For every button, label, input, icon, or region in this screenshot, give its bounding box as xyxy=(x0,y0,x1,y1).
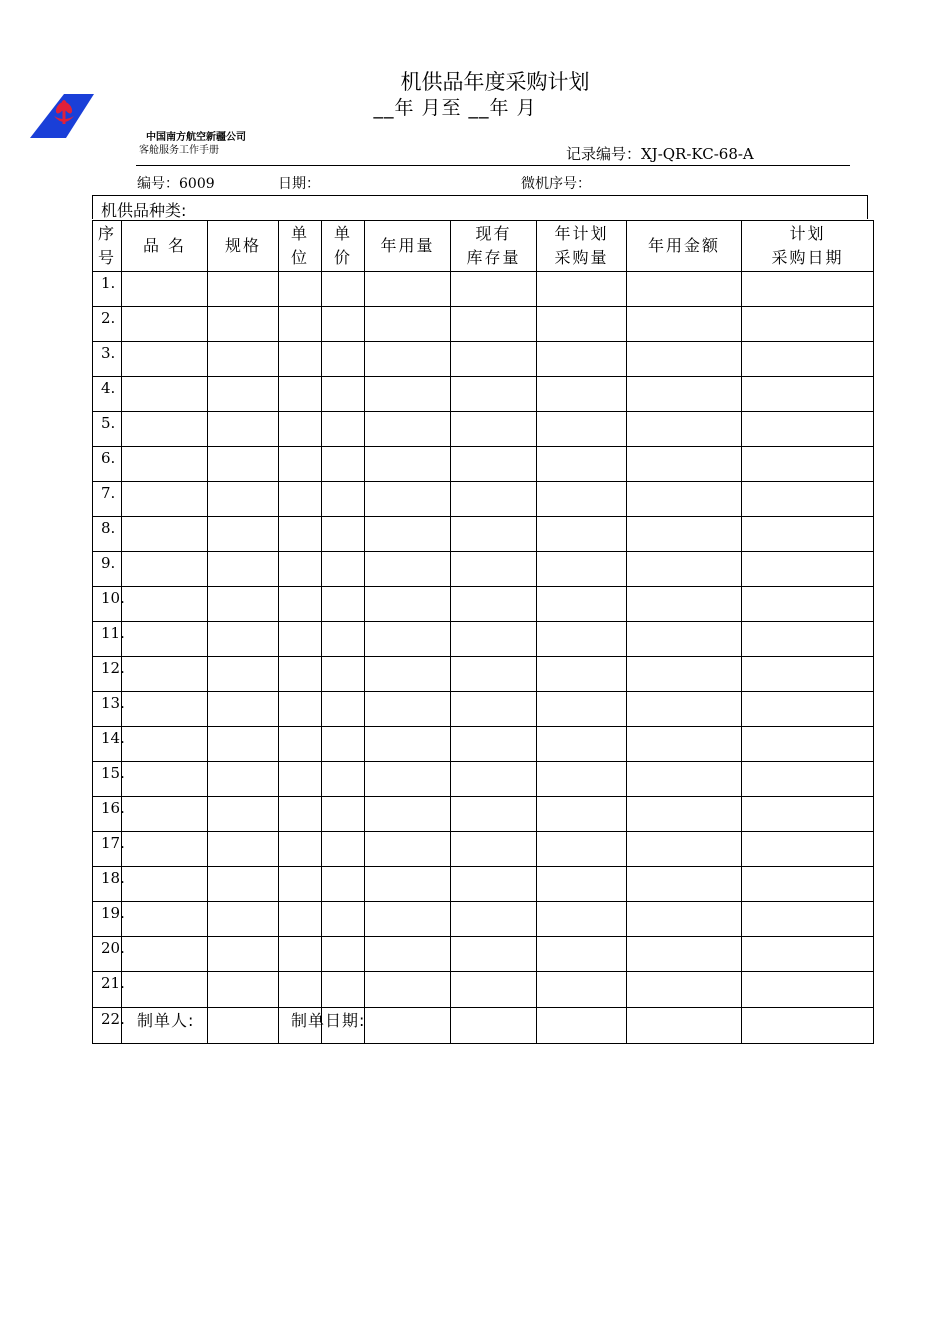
table-cell[interactable] xyxy=(279,692,322,727)
table-row xyxy=(93,902,874,937)
table-cell[interactable] xyxy=(122,972,208,1008)
column-header-line2: 位 xyxy=(290,248,309,267)
table-cell[interactable] xyxy=(122,517,208,552)
table-cell[interactable] xyxy=(537,902,627,937)
table-cell[interactable] xyxy=(279,797,322,832)
column-header-line1: 品 名 xyxy=(142,236,187,255)
table-cell[interactable] xyxy=(451,657,537,692)
table-cell[interactable] xyxy=(279,447,322,482)
table-cell[interactable] xyxy=(627,937,742,972)
table-cell[interactable] xyxy=(627,587,742,622)
table-cell[interactable] xyxy=(365,272,451,307)
table-cell[interactable] xyxy=(322,517,365,552)
column-header-line2: 号 xyxy=(97,248,116,267)
table-cell[interactable] xyxy=(322,342,365,377)
table-cell[interactable] xyxy=(122,727,208,762)
manual-name: 客舱服务工作手册 xyxy=(139,145,219,156)
row-number: 6. xyxy=(93,447,122,482)
table-row xyxy=(93,552,874,587)
procurement-table xyxy=(92,220,874,1044)
table-cell[interactable] xyxy=(208,482,279,517)
table-cell[interactable] xyxy=(742,342,874,377)
table-cell[interactable] xyxy=(537,692,627,727)
table-row xyxy=(93,587,874,622)
table-row xyxy=(93,797,874,832)
row-number: 21. xyxy=(93,972,122,1008)
company-name: 中国南方航空新疆公司 xyxy=(146,132,246,143)
table-cell[interactable] xyxy=(208,377,279,412)
table-cell[interactable] xyxy=(451,692,537,727)
column-header xyxy=(627,221,742,272)
table-cell[interactable] xyxy=(365,867,451,902)
table-cell[interactable] xyxy=(365,377,451,412)
table-row xyxy=(93,972,874,1008)
table-cell[interactable] xyxy=(627,517,742,552)
table-cell[interactable] xyxy=(322,657,365,692)
table-cell[interactable] xyxy=(279,377,322,412)
table-cell[interactable] xyxy=(451,797,537,832)
table-cell[interactable] xyxy=(279,622,322,657)
table-cell[interactable] xyxy=(537,937,627,972)
category-label: 机供品种类: xyxy=(101,201,187,220)
table-row xyxy=(93,517,874,552)
table-cell[interactable] xyxy=(365,972,451,1008)
table-row xyxy=(93,622,874,657)
table-cell[interactable] xyxy=(451,377,537,412)
table-cell[interactable] xyxy=(322,727,365,762)
table-cell[interactable] xyxy=(279,307,322,342)
row-number: 17. xyxy=(93,832,122,867)
table-cell[interactable] xyxy=(537,307,627,342)
table-cell[interactable] xyxy=(365,552,451,587)
table-cell[interactable] xyxy=(122,377,208,412)
table-cell[interactable] xyxy=(322,867,365,902)
table-cell[interactable] xyxy=(742,902,874,937)
table-cell[interactable] xyxy=(742,307,874,342)
column-header-line2: 库存量 xyxy=(466,248,521,267)
table-cell[interactable] xyxy=(322,972,365,1008)
table-header-row xyxy=(93,221,874,272)
table-row xyxy=(93,342,874,377)
table-cell[interactable] xyxy=(322,307,365,342)
code-field: 编号：6009 xyxy=(137,176,215,192)
maker-label: 制单人: xyxy=(137,1011,195,1030)
table-cell[interactable] xyxy=(451,832,537,867)
table-cell[interactable] xyxy=(322,797,365,832)
table-cell[interactable] xyxy=(279,727,322,762)
table-cell[interactable] xyxy=(208,832,279,867)
table-cell[interactable] xyxy=(627,692,742,727)
table-cell[interactable] xyxy=(322,377,365,412)
table-row xyxy=(93,937,874,972)
column-header xyxy=(279,221,322,272)
column-header-line2: 采购量 xyxy=(554,248,609,267)
table-cell[interactable] xyxy=(627,272,742,307)
table-cell[interactable] xyxy=(742,762,874,797)
table-cell[interactable] xyxy=(322,692,365,727)
row-number: 1. xyxy=(93,272,122,307)
table-cell[interactable] xyxy=(537,727,627,762)
table-cell[interactable] xyxy=(537,272,627,307)
table-cell[interactable] xyxy=(537,482,627,517)
row-number: 16. xyxy=(93,797,122,832)
table-cell[interactable] xyxy=(279,517,322,552)
table-cell[interactable] xyxy=(208,972,279,1008)
table-cell[interactable] xyxy=(122,902,208,937)
table-cell[interactable] xyxy=(537,342,627,377)
table-cell[interactable] xyxy=(122,832,208,867)
table-row xyxy=(93,412,874,447)
table-cell[interactable] xyxy=(208,1008,279,1044)
table-cell[interactable] xyxy=(627,307,742,342)
page-title: 机供品年度采购计划 xyxy=(400,70,590,94)
table-cell[interactable] xyxy=(742,552,874,587)
table-cell[interactable] xyxy=(451,937,537,972)
table-cell[interactable] xyxy=(742,692,874,727)
table-cell[interactable] xyxy=(122,447,208,482)
table-row xyxy=(93,307,874,342)
column-header-line1: 年计划 xyxy=(554,224,609,243)
table-cell[interactable] xyxy=(537,622,627,657)
table-cell[interactable] xyxy=(208,272,279,307)
table-body xyxy=(93,272,874,1044)
table-cell[interactable] xyxy=(365,832,451,867)
table-cell[interactable] xyxy=(537,832,627,867)
table-cell[interactable] xyxy=(742,482,874,517)
table-cell[interactable] xyxy=(451,272,537,307)
table-cell[interactable] xyxy=(365,342,451,377)
table-cell[interactable] xyxy=(208,727,279,762)
column-header-line1: 序 xyxy=(97,224,116,243)
table-cell[interactable] xyxy=(742,377,874,412)
table-row xyxy=(93,1008,874,1044)
table-cell[interactable] xyxy=(537,377,627,412)
table-cell[interactable] xyxy=(279,272,322,307)
row-number: 18. xyxy=(93,867,122,902)
row-number: 4. xyxy=(93,377,122,412)
column-header xyxy=(742,221,874,272)
table-cell[interactable] xyxy=(451,412,537,447)
table-cell[interactable] xyxy=(537,657,627,692)
table-cell[interactable] xyxy=(365,482,451,517)
table-cell[interactable] xyxy=(627,412,742,447)
table-cell[interactable] xyxy=(279,482,322,517)
table-cell[interactable] xyxy=(322,482,365,517)
table-cell[interactable] xyxy=(122,937,208,972)
table-cell[interactable] xyxy=(451,552,537,587)
table-cell[interactable] xyxy=(365,902,451,937)
row-number: 14. xyxy=(93,727,122,762)
pc-seq-field: 微机序号： xyxy=(521,176,591,192)
table-cell[interactable] xyxy=(627,482,742,517)
table-cell[interactable] xyxy=(122,552,208,587)
table-cell[interactable] xyxy=(627,447,742,482)
table-cell[interactable] xyxy=(365,307,451,342)
table-row xyxy=(93,377,874,412)
row-number: 3. xyxy=(93,342,122,377)
table-cell[interactable] xyxy=(322,937,365,972)
table-cell[interactable] xyxy=(279,587,322,622)
column-header xyxy=(451,221,537,272)
table-cell[interactable] xyxy=(627,727,742,762)
column-header xyxy=(322,221,365,272)
table-row xyxy=(93,657,874,692)
table-cell[interactable] xyxy=(279,762,322,797)
table-cell[interactable] xyxy=(279,832,322,867)
table-cell[interactable] xyxy=(365,1008,451,1044)
table-cell[interactable] xyxy=(208,447,279,482)
table-row xyxy=(93,832,874,867)
category-box xyxy=(92,195,868,219)
table-cell[interactable] xyxy=(208,937,279,972)
table-cell[interactable] xyxy=(451,342,537,377)
make-date-label: 制单日期: xyxy=(291,1011,366,1030)
table-cell[interactable] xyxy=(208,867,279,902)
table-cell[interactable] xyxy=(322,832,365,867)
table-cell[interactable] xyxy=(208,342,279,377)
table-cell[interactable] xyxy=(279,937,322,972)
table-cell[interactable] xyxy=(627,552,742,587)
table-cell[interactable] xyxy=(208,552,279,587)
table-cell[interactable] xyxy=(451,307,537,342)
table-cell[interactable] xyxy=(627,342,742,377)
table-cell[interactable] xyxy=(208,902,279,937)
table-cell[interactable] xyxy=(322,587,365,622)
table-cell[interactable] xyxy=(208,517,279,552)
table-cell[interactable] xyxy=(627,797,742,832)
table-cell[interactable] xyxy=(279,657,322,692)
column-header-line2: 价 xyxy=(333,248,352,267)
table-cell[interactable] xyxy=(742,1008,874,1044)
table-cell[interactable] xyxy=(742,972,874,1008)
column-header xyxy=(122,221,208,272)
column-header xyxy=(365,221,451,272)
table-cell[interactable] xyxy=(451,587,537,622)
table-cell[interactable] xyxy=(365,937,451,972)
row-number: 10. xyxy=(93,587,122,622)
table-cell[interactable] xyxy=(627,1008,742,1044)
table-cell[interactable] xyxy=(627,867,742,902)
table-cell[interactable] xyxy=(451,867,537,902)
column-header-line1: 现有 xyxy=(475,224,512,243)
table-cell[interactable] xyxy=(365,412,451,447)
row-number: 19. xyxy=(93,902,122,937)
table-cell[interactable] xyxy=(537,517,627,552)
table-row xyxy=(93,272,874,307)
table-cell[interactable] xyxy=(742,832,874,867)
table-cell[interactable] xyxy=(122,692,208,727)
table-row xyxy=(93,762,874,797)
table-cell[interactable] xyxy=(742,587,874,622)
table-cell[interactable] xyxy=(537,762,627,797)
table-cell[interactable] xyxy=(322,762,365,797)
row-number: 22. xyxy=(93,1008,122,1044)
column-header-line1: 规格 xyxy=(224,236,261,255)
table-cell[interactable] xyxy=(208,762,279,797)
table-cell[interactable] xyxy=(451,517,537,552)
column-header-line1: 单 xyxy=(290,224,309,243)
table-cell[interactable] xyxy=(279,867,322,902)
table-cell[interactable] xyxy=(279,552,322,587)
table-cell[interactable] xyxy=(122,657,208,692)
column-header-line1: 年用金额 xyxy=(647,236,720,255)
table-row xyxy=(93,447,874,482)
column-header-line1: 年用量 xyxy=(380,236,435,255)
table-cell[interactable] xyxy=(451,902,537,937)
column-header xyxy=(93,221,122,272)
row-number: 20. xyxy=(93,937,122,972)
table-cell[interactable] xyxy=(208,412,279,447)
table-cell[interactable] xyxy=(122,762,208,797)
table-cell[interactable] xyxy=(122,412,208,447)
table-cell[interactable] xyxy=(208,622,279,657)
table-cell[interactable] xyxy=(451,622,537,657)
table-cell[interactable] xyxy=(537,797,627,832)
table-cell[interactable] xyxy=(208,587,279,622)
table-cell[interactable] xyxy=(322,902,365,937)
row-number: 11. xyxy=(93,622,122,657)
table-row xyxy=(93,482,874,517)
table-cell[interactable] xyxy=(537,587,627,622)
table-cell[interactable] xyxy=(322,552,365,587)
table-cell[interactable] xyxy=(627,622,742,657)
table-cell[interactable] xyxy=(627,762,742,797)
table-cell[interactable] xyxy=(279,342,322,377)
table-cell[interactable] xyxy=(122,482,208,517)
date-field: 日期： xyxy=(278,176,320,192)
table-cell[interactable] xyxy=(365,447,451,482)
row-number: 7. xyxy=(93,482,122,517)
table-cell[interactable] xyxy=(742,517,874,552)
table-cell[interactable] xyxy=(365,797,451,832)
table-cell[interactable] xyxy=(122,342,208,377)
table-cell[interactable] xyxy=(537,447,627,482)
table-row xyxy=(93,867,874,902)
table-cell[interactable] xyxy=(742,412,874,447)
table-cell[interactable] xyxy=(122,587,208,622)
table-cell[interactable] xyxy=(122,797,208,832)
table-cell[interactable] xyxy=(742,447,874,482)
table-cell[interactable] xyxy=(279,972,322,1008)
table-cell[interactable] xyxy=(742,937,874,972)
table-cell[interactable] xyxy=(208,307,279,342)
row-number: 15. xyxy=(93,762,122,797)
table-cell[interactable] xyxy=(627,902,742,937)
row-number: 2. xyxy=(93,307,122,342)
table-row xyxy=(93,692,874,727)
row-number: 8. xyxy=(93,517,122,552)
table-cell[interactable] xyxy=(322,622,365,657)
table-cell[interactable] xyxy=(537,972,627,1008)
table-cell[interactable] xyxy=(742,622,874,657)
table-cell[interactable] xyxy=(451,1008,537,1044)
table-cell[interactable] xyxy=(208,797,279,832)
table-cell[interactable] xyxy=(208,657,279,692)
table-cell[interactable] xyxy=(742,867,874,902)
table-cell[interactable] xyxy=(322,447,365,482)
table-cell[interactable] xyxy=(279,902,322,937)
row-number: 5. xyxy=(93,412,122,447)
record-number: 记录编号：XJ-QR-KC-68-A xyxy=(566,145,754,163)
period-line: __年 月至 __年 月 xyxy=(373,97,537,119)
column-header-line1: 计划 xyxy=(789,224,826,243)
table-cell[interactable] xyxy=(365,657,451,692)
table-cell[interactable] xyxy=(451,482,537,517)
table-cell[interactable] xyxy=(365,622,451,657)
table-cell[interactable] xyxy=(322,272,365,307)
table-cell[interactable] xyxy=(537,552,627,587)
table-cell[interactable] xyxy=(537,1008,627,1044)
table-cell[interactable] xyxy=(208,692,279,727)
table-cell[interactable] xyxy=(627,832,742,867)
table-cell[interactable] xyxy=(742,727,874,762)
table-cell[interactable] xyxy=(122,867,208,902)
table-cell[interactable] xyxy=(627,657,742,692)
table-cell[interactable] xyxy=(742,797,874,832)
column-header xyxy=(208,221,279,272)
table-cell[interactable] xyxy=(365,762,451,797)
table-cell[interactable] xyxy=(365,517,451,552)
table-cell[interactable] xyxy=(322,412,365,447)
table-cell[interactable] xyxy=(365,692,451,727)
row-number: 12. xyxy=(93,657,122,692)
table-cell[interactable] xyxy=(451,972,537,1008)
row-number: 9. xyxy=(93,552,122,587)
header-divider xyxy=(136,165,850,166)
table-cell[interactable] xyxy=(451,727,537,762)
table-cell[interactable] xyxy=(122,307,208,342)
table-cell[interactable] xyxy=(451,762,537,797)
table-cell[interactable] xyxy=(451,447,537,482)
table-cell[interactable] xyxy=(627,972,742,1008)
table-cell[interactable] xyxy=(627,377,742,412)
table-row xyxy=(93,727,874,762)
column-header-line2: 采购日期 xyxy=(771,248,844,267)
column-header xyxy=(537,221,627,272)
table-cell[interactable] xyxy=(537,867,627,902)
table-cell[interactable] xyxy=(365,587,451,622)
table-cell[interactable] xyxy=(742,272,874,307)
column-header-line1: 单 xyxy=(333,224,352,243)
table-cell[interactable] xyxy=(122,622,208,657)
table-cell[interactable] xyxy=(279,412,322,447)
table-cell[interactable] xyxy=(742,657,874,692)
table-cell[interactable] xyxy=(122,272,208,307)
table-cell[interactable] xyxy=(365,727,451,762)
table-cell[interactable] xyxy=(537,412,627,447)
row-number: 13. xyxy=(93,692,122,727)
